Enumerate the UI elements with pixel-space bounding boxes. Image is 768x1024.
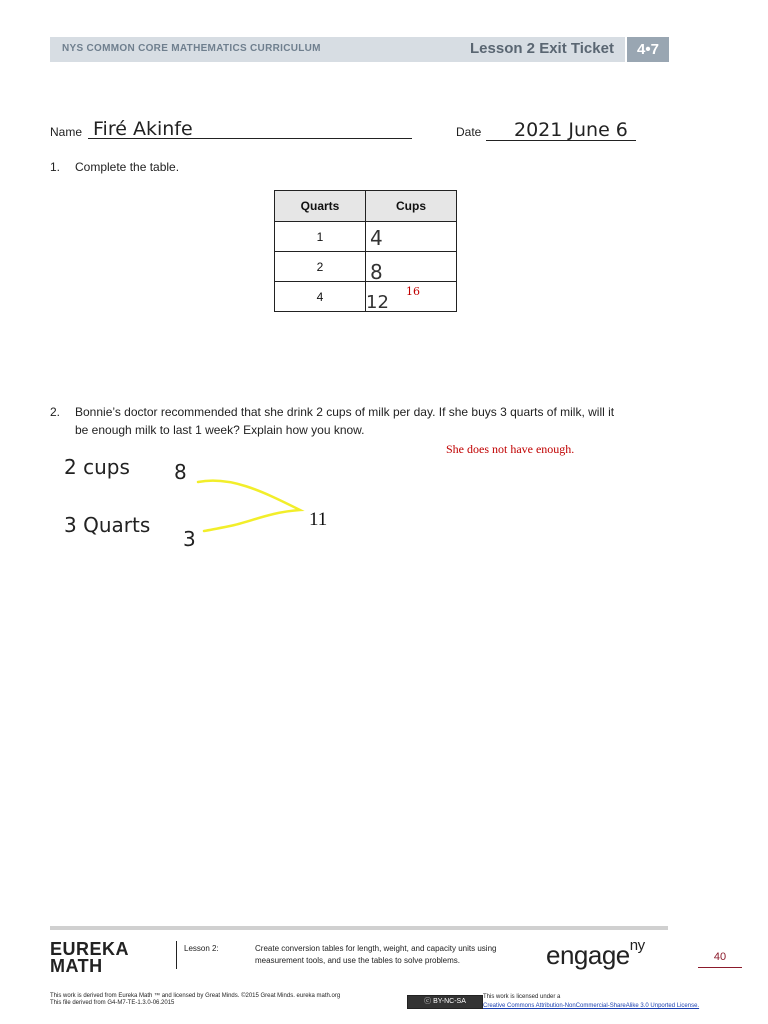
grade-module-badge: 4•7 — [627, 37, 669, 62]
work-total: 11 — [309, 509, 328, 530]
footer-lesson-description: Create conversion tables for length, weight, and capacity units using measurement tools, and use the tables to solve problems. — [255, 944, 497, 965]
cups-cell — [366, 252, 457, 282]
ny-text: ny — [629, 937, 645, 955]
teacher-correction: 16 — [406, 285, 420, 298]
work-value-quarts: 3 — [183, 527, 196, 551]
curriculum-title: NYS COMMON CORE MATHEMATICS CURRICULUM — [62, 43, 321, 54]
page-number: 40 — [713, 951, 727, 963]
name-label: Name — [50, 125, 83, 139]
footer-lesson-label: Lesson 2: — [184, 944, 219, 953]
work-label-cups: 2 cups — [64, 455, 130, 479]
logo-line-1: EUREKA — [50, 939, 130, 959]
teacher-comment: She does not have enough. — [446, 442, 575, 456]
question-1-number: 1. — [50, 160, 61, 174]
handwritten-cups: 4 — [370, 226, 383, 250]
footer-rule — [50, 926, 668, 930]
page-number-underline — [698, 967, 742, 968]
table-row — [275, 252, 457, 282]
work-label-quarts: 3 Quarts — [64, 513, 151, 537]
highlight-stroke — [198, 481, 300, 531]
quarts-cell: 2 — [275, 252, 366, 282]
date-label: Date — [456, 125, 482, 139]
footer-divider — [176, 941, 177, 969]
credit-line-2: This file derived from G4-M7-TE-1.3.0-06.2015 — [50, 1000, 175, 1006]
date-value: 2021 June 6 — [514, 119, 628, 141]
cc-license-badge[interactable] — [407, 995, 483, 1009]
eureka-math-logo — [50, 941, 129, 975]
license-link[interactable]: Creative Commons Attribution-NonCommercial-ShareAlike 3.0 Unported License. — [483, 1003, 700, 1009]
logo-line-2: MATH — [50, 956, 103, 976]
question-2-number: 2. — [50, 405, 61, 419]
column-header-quarts: Quarts — [275, 191, 366, 222]
student-name: Firé Akinfe — [93, 118, 193, 140]
conversion-table — [274, 190, 457, 312]
license-line-1: This work is licensed under a — [483, 994, 561, 1000]
exit-ticket-title: Lesson 2 Exit Ticket — [470, 40, 614, 57]
engage-text: engage — [546, 940, 630, 970]
cups-cell — [366, 282, 457, 312]
cc-badge-label: BY-NC-SA — [433, 998, 466, 1005]
credit-line-1: This work is derived from Eureka Math ™ and licensed by Great Minds. ©2015 Great Minds. eureka math.org — [50, 993, 341, 999]
question-2-line-2: be enough milk to last 1 week? Explain how you know. — [75, 423, 365, 437]
column-header-cups: Cups — [366, 191, 457, 222]
work-value-cups: 8 — [174, 460, 187, 484]
quarts-cell: 4 — [275, 282, 366, 312]
table-row — [275, 222, 457, 252]
table-row — [275, 282, 457, 312]
table-header-row — [275, 191, 457, 222]
engageny-logo — [546, 937, 645, 971]
quarts-cell: 1 — [275, 222, 366, 252]
highlight-bracket — [190, 470, 310, 540]
cc-icon: ⓒ — [424, 998, 434, 1005]
question-2-line-1: Bonnie’s doctor recommended that she drink 2 cups of milk per day. If she buys 3 quarts of milk, will it — [75, 405, 615, 419]
question-1-text: Complete the table. — [75, 160, 180, 174]
handwritten-cups: 8 — [370, 260, 383, 284]
cups-cell — [366, 222, 457, 252]
handwritten-cups: 12 — [366, 292, 389, 313]
